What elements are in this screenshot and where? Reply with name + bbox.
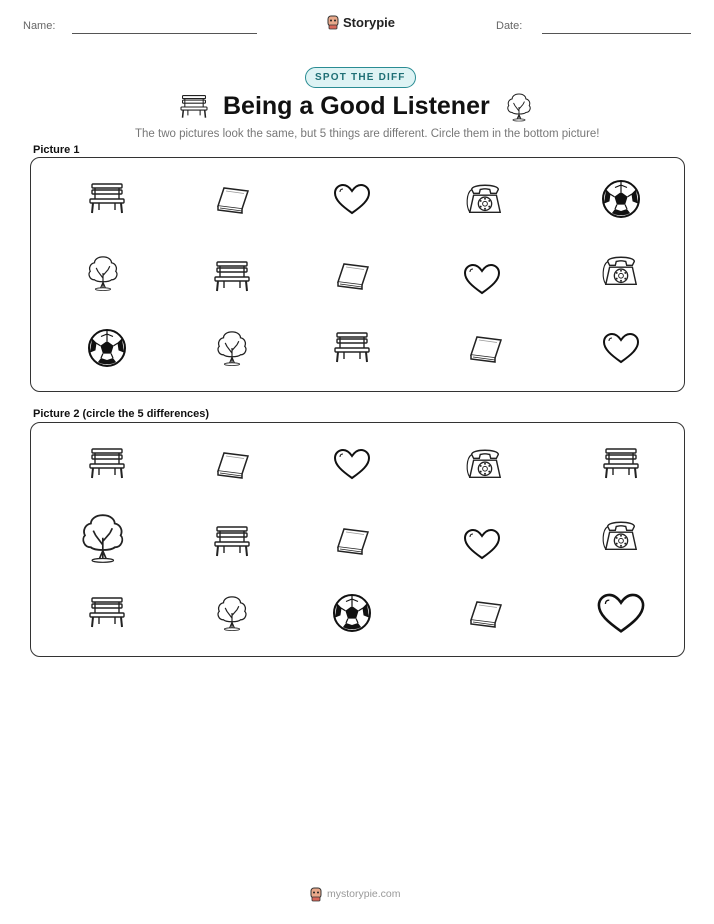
tree-icon[interactable] <box>215 591 249 635</box>
heart-icon <box>332 182 372 216</box>
heart-icon[interactable] <box>332 447 372 481</box>
picture-2-panel[interactable] <box>30 422 685 657</box>
instructions: The two pictures look the same, but 5 things are different. Circle them in the bottom picture! <box>135 128 600 140</box>
picture-1-label: Picture 1 <box>33 144 80 156</box>
name-label: Name: <box>23 20 56 32</box>
tree-icon <box>215 326 249 370</box>
storypie-mascot-icon <box>309 886 323 902</box>
tree-icon <box>505 92 533 122</box>
name-line[interactable] <box>72 33 257 34</box>
page-title: Being a Good Listener <box>223 92 490 120</box>
phone-icon[interactable] <box>600 517 642 555</box>
bench-icon <box>178 94 210 120</box>
book-icon <box>465 331 505 365</box>
book-icon[interactable] <box>465 596 505 630</box>
soccer-ball-icon <box>601 179 641 219</box>
tree-icon <box>86 251 120 295</box>
brand-name: Storypie <box>343 14 396 30</box>
heart-icon <box>462 262 502 296</box>
brand-logo <box>326 14 395 30</box>
spot-the-diff-tag: SPOT THE DIFF <box>305 67 416 88</box>
phone-icon <box>464 180 506 218</box>
heart-icon[interactable] <box>462 527 502 561</box>
heart-icon <box>601 331 641 365</box>
book-icon[interactable] <box>332 523 372 557</box>
picture-2-label: Picture 2 (circle the 5 differences) <box>33 408 210 420</box>
bench-icon <box>212 260 252 294</box>
book-icon <box>332 258 372 292</box>
picture-1-panel <box>30 157 685 392</box>
bench-icon[interactable] <box>601 447 641 481</box>
bench-icon[interactable] <box>87 447 127 481</box>
footer <box>309 886 401 902</box>
storypie-mascot-icon <box>326 14 340 30</box>
soccer-ball-icon <box>87 328 127 368</box>
date-line[interactable] <box>542 33 691 34</box>
bench-icon[interactable] <box>87 596 127 630</box>
soccer-ball-icon[interactable] <box>332 593 372 633</box>
date-label: Date: <box>496 20 523 32</box>
phone-icon[interactable] <box>464 445 506 483</box>
footer-url[interactable]: mystorypie.com <box>327 888 401 900</box>
bench-icon[interactable] <box>212 525 252 559</box>
book-icon <box>212 182 252 216</box>
book-icon[interactable] <box>212 447 252 481</box>
bench-icon <box>332 331 372 365</box>
tree-icon[interactable] <box>79 507 127 569</box>
heart-icon[interactable] <box>595 591 647 635</box>
phone-icon <box>600 252 642 290</box>
bench-icon <box>87 182 127 216</box>
